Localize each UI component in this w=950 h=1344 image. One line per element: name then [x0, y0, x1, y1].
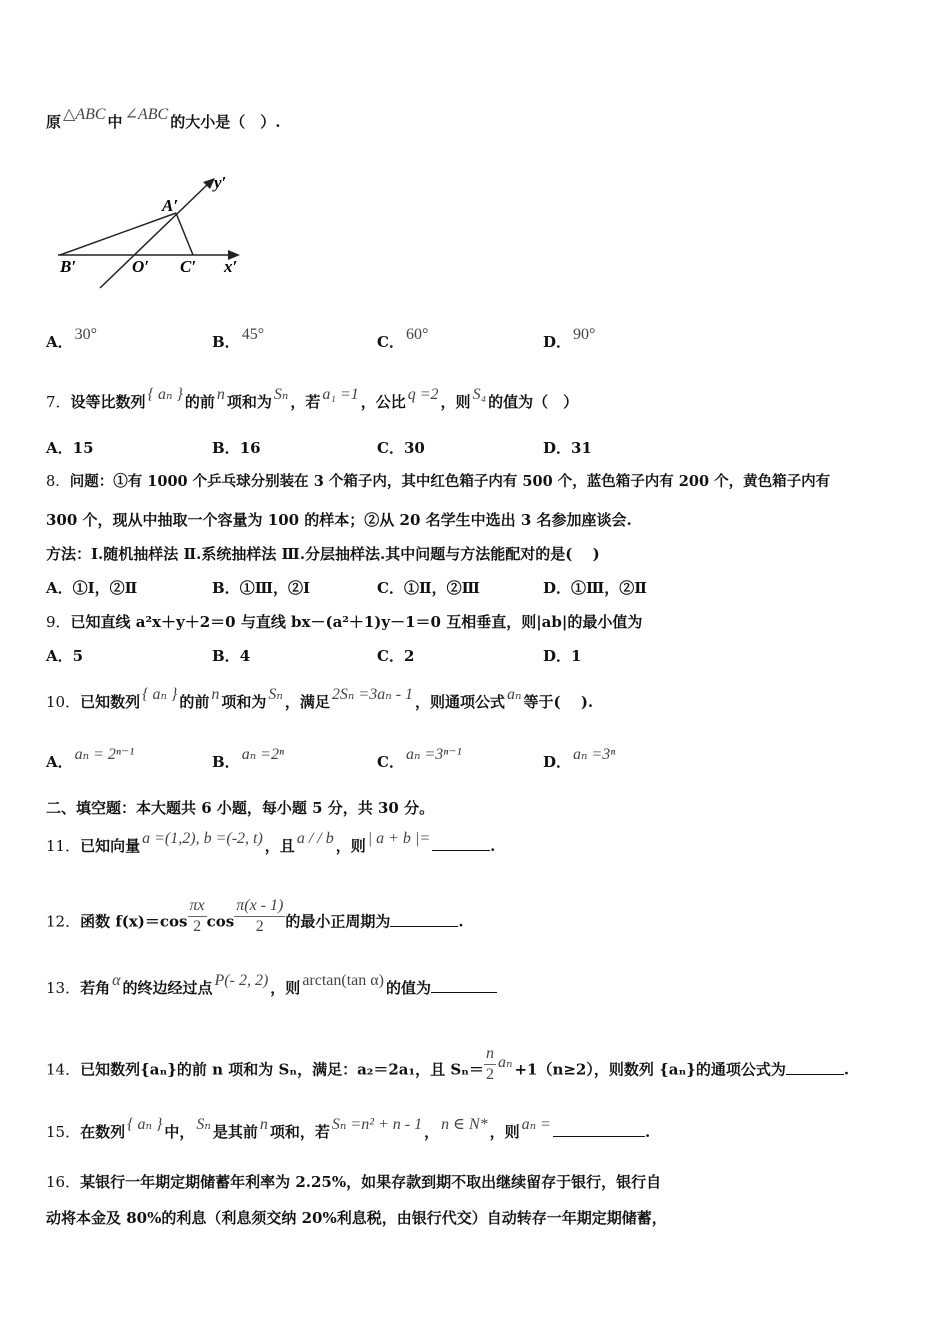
q7-option-c — [377, 438, 425, 458]
q12-text: 的最小正周期为 — [285, 912, 391, 931]
segment-AC — [176, 213, 193, 255]
q12-text: cos — [206, 912, 235, 931]
q7-text: ，公比 — [360, 393, 406, 411]
option-value: aₙ =2ⁿ — [241, 746, 285, 763]
q15-text: ， — [424, 1123, 440, 1141]
option-value: 31 — [571, 439, 592, 457]
label-B: B′ — [60, 257, 77, 276]
q16-line2: 动将本金及 80%的利息（利息须交纳 20%利息税，由银行代交）自动转存一年期定期储蓄， — [46, 1209, 667, 1227]
q13-text: 的值为 — [385, 979, 431, 997]
q13-stem — [46, 972, 497, 999]
q8-option-c — [377, 578, 480, 598]
q8-option-a — [46, 578, 137, 598]
q7-math: n — [216, 386, 225, 403]
q15-text: 项和，若 — [269, 1123, 330, 1141]
coordinate-diagram — [50, 168, 250, 293]
q6-option-a — [46, 326, 99, 353]
option-label: D． — [543, 579, 572, 597]
fraction-numerator: π(x - 1) — [234, 896, 285, 917]
q14-text: +1（n≥2），则数列 {aₙ}的通项公式为 — [514, 1060, 786, 1079]
q13-answer-blank[interactable] — [431, 978, 497, 993]
fraction-numerator: πx — [188, 896, 207, 917]
q7-option-b — [212, 438, 261, 458]
q7-text: 设等比数列 — [70, 393, 146, 411]
q6-stem — [46, 106, 281, 133]
q10-stem — [46, 686, 594, 713]
q16-number: 16． — [46, 1173, 81, 1191]
q7-text: ，若 — [290, 393, 321, 411]
option-label: C． — [377, 753, 404, 771]
q7-math: q =2 — [407, 386, 439, 403]
q15-stem — [46, 1116, 651, 1143]
q15-text: ，则 — [489, 1123, 520, 1141]
q13-text: ，则 — [270, 979, 301, 997]
q11-math: a / / b — [296, 830, 334, 847]
option-label: C． — [377, 333, 404, 351]
label-y: y′ — [214, 173, 227, 192]
q13-number: 13． — [46, 979, 81, 997]
q14-answer-blank[interactable] — [786, 1060, 844, 1075]
q15-text: 中， — [164, 1123, 195, 1141]
option-value: ①Ⅲ，②Ⅱ — [571, 579, 647, 597]
q12-fraction-1 — [188, 896, 207, 937]
option-label: A． — [46, 439, 73, 457]
option-value: 2 — [403, 647, 415, 665]
q15-math: Sₙ =n² + n - 1 — [331, 1116, 423, 1133]
q7-text: ，则 — [440, 393, 471, 411]
q10-text: 已知数列 — [80, 693, 141, 711]
q16-text: 某银行一年期定期储蓄年利率为 2.25%，如果存款到期不取出继续留存于银行，银行自 — [80, 1173, 662, 1191]
q10-math: aₙ — [507, 686, 522, 703]
q12-number: 12． — [46, 912, 81, 931]
q15-text: 是其前 — [212, 1123, 258, 1141]
option-label: B． — [212, 753, 240, 771]
q7-math: S₄ — [472, 386, 487, 403]
q9-option-d — [543, 646, 581, 666]
q16-line1 — [46, 1172, 661, 1192]
option-label: A． — [46, 753, 73, 771]
q12-answer-blank[interactable] — [390, 912, 458, 927]
q10-text: 等于( ). — [523, 693, 594, 711]
option-value: 30° — [74, 326, 98, 343]
q13-math: P(- 2, 2) — [214, 972, 269, 989]
option-value: aₙ = 2ⁿ⁻¹ — [74, 746, 135, 763]
q6-suffix: 的大小是（ ）. — [170, 113, 281, 131]
q10-option-c — [377, 746, 464, 773]
q10-text: ，满足 — [284, 693, 330, 711]
segment-BA — [60, 213, 176, 255]
option-value: 4 — [239, 647, 251, 665]
q8-option-d — [543, 578, 647, 598]
q11-stem — [46, 830, 496, 857]
q13-math: α — [112, 972, 121, 989]
q11-text: ，则 — [335, 837, 366, 855]
q15-answer-blank[interactable] — [553, 1122, 645, 1137]
option-value: 90° — [573, 326, 596, 343]
section-heading: 二、填空题：本大题共 6 小题，每小题 5 分，共 30 分。 — [46, 799, 435, 817]
label-O: O′ — [132, 257, 150, 276]
q8-text: 问题：①有 1000 个乒乓球分别装在 3 个箱子内，其中红色箱子内有 500 个，蓝色箱子内有 200 个，黄色箱子内有 — [69, 473, 831, 490]
q9-option-b — [212, 646, 250, 666]
q15-math: n ∈ N* — [441, 1116, 488, 1133]
option-value: 30 — [403, 439, 425, 457]
option-label: D． — [543, 439, 572, 457]
option-label: A． — [46, 333, 73, 351]
option-label: B． — [212, 333, 240, 351]
q10-option-b — [212, 746, 286, 773]
q6-prefix: 原 — [46, 113, 62, 131]
q11-math: | a + b |= — [367, 830, 431, 847]
option-value: 60° — [405, 326, 429, 343]
q11-math: a =(1,2), b =(-2, t) — [142, 830, 263, 847]
q10-number: 10． — [46, 693, 81, 711]
q7-text: 的值为（ ） — [488, 393, 579, 411]
q7-math: Sₙ — [273, 386, 289, 403]
q9-option-a — [46, 646, 83, 666]
q10-text: 项和为 — [221, 693, 267, 711]
q12-text: 函数 f(x)＝cos — [80, 912, 188, 931]
q15-math: Sₙ — [196, 1116, 211, 1133]
option-label: C． — [377, 647, 404, 665]
q11-text: 已知向量 — [80, 837, 141, 855]
q7-stem — [46, 386, 579, 413]
option-value: ①Ⅱ，②Ⅲ — [403, 579, 480, 597]
q15-math: aₙ = — [521, 1116, 551, 1133]
fraction-denominator: 2 — [193, 918, 202, 935]
q7-option-a — [46, 438, 94, 458]
q6-option-d — [543, 326, 597, 353]
label-x: x′ — [224, 257, 238, 276]
q10-math: 2Sₙ =3aₙ - 1 — [331, 686, 414, 703]
label-A: A′ — [162, 196, 179, 215]
option-label: A． — [46, 647, 73, 665]
option-value: 45° — [241, 326, 265, 343]
q9-option-c — [377, 646, 414, 666]
q15-math: n — [259, 1116, 268, 1133]
q11-text: ，且 — [264, 837, 295, 855]
option-label: D． — [543, 333, 572, 351]
q10-math: n — [211, 686, 220, 703]
q11-text: . — [490, 837, 496, 855]
q8-number: 8． — [46, 474, 70, 490]
q15-text: 在数列 — [80, 1123, 126, 1141]
option-label: B． — [212, 439, 240, 457]
q11-answer-blank[interactable] — [432, 836, 490, 851]
q8-option-b — [212, 578, 310, 598]
q10-math: { aₙ } — [142, 686, 178, 703]
q15-math: { aₙ } — [127, 1116, 163, 1133]
q11-number: 11． — [46, 837, 81, 855]
q14-fraction — [484, 1044, 496, 1085]
option-label: B． — [212, 647, 240, 665]
option-label: C． — [377, 439, 404, 457]
q14-math: aₙ — [497, 1053, 513, 1071]
q9-number: 9． — [46, 613, 71, 631]
q14-text: 已知数列{aₙ}的前 n 项和为 Sₙ，满足：a₂＝2a₁，且 Sₙ＝ — [80, 1060, 484, 1079]
q10-text: 的前 — [179, 693, 210, 711]
option-value: 15 — [72, 439, 94, 457]
q6-option-c — [377, 326, 430, 353]
q12-stem — [46, 897, 464, 943]
q10-option-a — [46, 746, 136, 773]
q6-angle-math: ∠ABC — [124, 106, 169, 123]
q14-stem — [46, 1045, 850, 1091]
q10-text: ，则通项公式 — [415, 693, 506, 711]
q13-text: 的终边经过点 — [122, 979, 213, 997]
q12-text: . — [458, 912, 464, 931]
q14-number: 14． — [46, 1060, 81, 1079]
option-value: 5 — [72, 647, 84, 665]
q7-option-d — [543, 438, 592, 458]
q8-line1 — [46, 472, 830, 492]
q15-number: 15． — [46, 1123, 81, 1141]
q7-text: 的前 — [184, 393, 215, 411]
option-label: D． — [543, 753, 572, 771]
fraction-denominator: 2 — [485, 1066, 494, 1083]
q8-line3: 方法：Ⅰ.随机抽样法 Ⅱ.系统抽样法 Ⅲ.分层抽样法.其中问题与方法能配对的是( ) — [46, 545, 600, 563]
q6-mid: 中 — [107, 113, 123, 131]
option-value: aₙ =3ⁿ⁻¹ — [405, 746, 462, 763]
q7-number: 7． — [46, 393, 71, 411]
fraction-numerator: n — [484, 1044, 496, 1065]
option-value: 16 — [239, 439, 261, 457]
option-label: D． — [543, 647, 572, 665]
q13-math: arctan(tan α) — [302, 972, 384, 989]
q15-text: . — [644, 1123, 651, 1141]
q6-triangle-math: △ABC — [63, 106, 106, 123]
option-label: C． — [377, 579, 404, 597]
q8-line2: 300 个，现从中抽取一个容量为 100 的样本；②从 20 名学生中选出 3 名参加座谈会. — [46, 511, 632, 529]
q10-math: Sₙ — [268, 686, 283, 703]
q6-option-b — [212, 326, 266, 353]
q12-fraction-2 — [234, 896, 285, 937]
q7-math: a₁ =1 — [322, 386, 359, 403]
option-value: aₙ =3ⁿ — [573, 746, 616, 763]
q9-text: 已知直线 a²x＋y＋2＝0 与直线 bx－(a²＋1)y－1＝0 互相垂直，则|ab|的最小值为 — [70, 613, 643, 631]
q7-text: 项和为 — [226, 393, 272, 411]
q6-figure — [50, 168, 250, 297]
q10-option-d — [543, 746, 617, 773]
option-value: ①Ⅰ，②Ⅱ — [72, 579, 138, 597]
q7-math: { aₙ } — [147, 386, 183, 403]
option-label: B． — [212, 579, 240, 597]
label-C: C′ — [180, 257, 197, 276]
q13-text: 若角 — [80, 979, 111, 997]
q14-text: . — [843, 1060, 850, 1079]
fraction-denominator: 2 — [255, 918, 264, 935]
q9-stem — [46, 612, 642, 632]
option-value: 1 — [571, 647, 582, 665]
option-value: ①Ⅲ，②Ⅰ — [239, 579, 310, 597]
option-label: A． — [46, 579, 73, 597]
